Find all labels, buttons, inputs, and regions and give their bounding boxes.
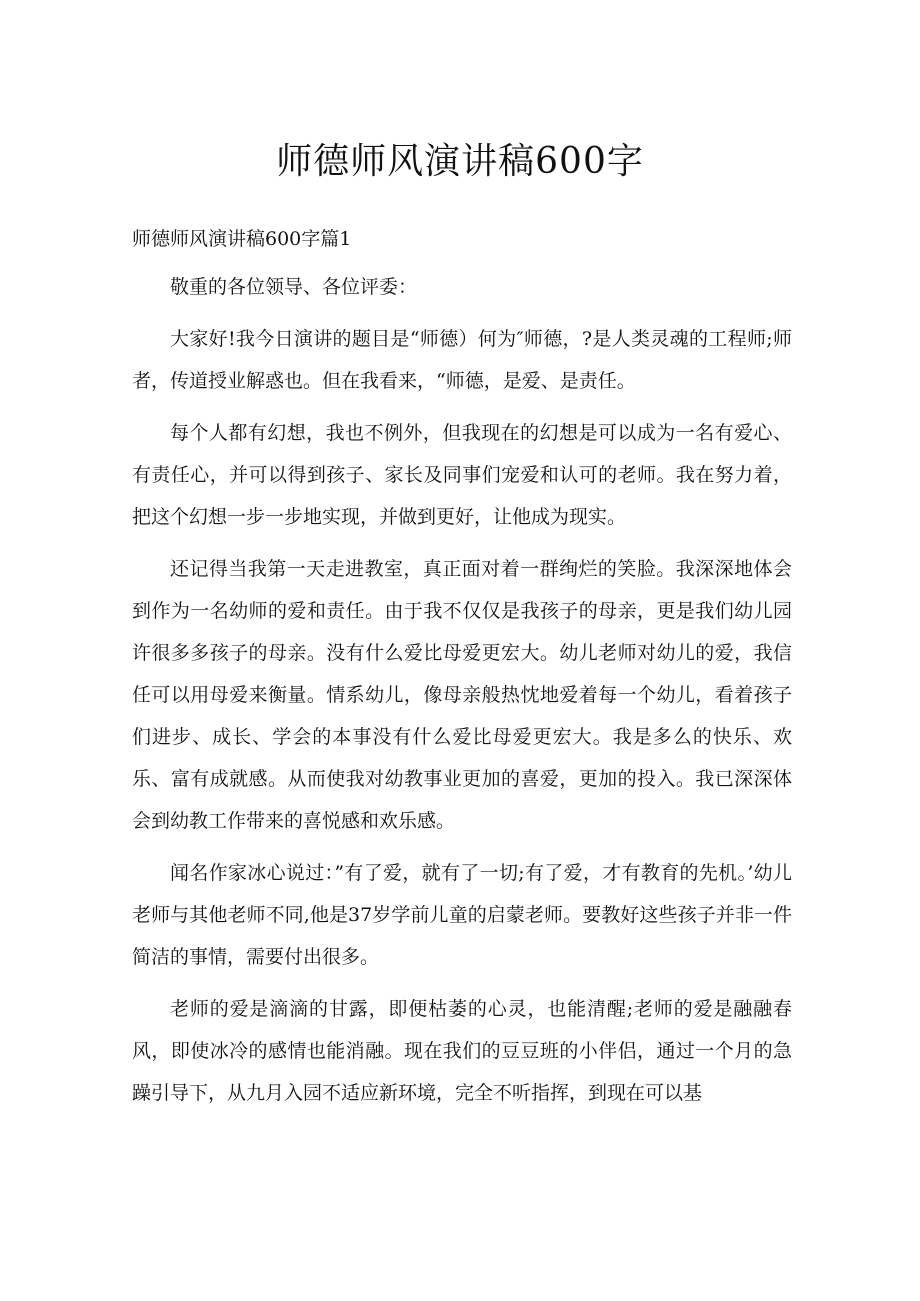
- paragraph-intro: 大家好!我今日演讲的题目是“师德）何为″师德，?是人类灵魂的工程师;师者，传道授业解惑也。但在我看来，“师德，是爱、是责任。: [132, 328, 792, 392]
- document-body: [132, 266, 792, 1124]
- paragraph-quote: 闻名作家冰心说过：”有了爱，就有了一切;有了爱，才有教育的先机。’幼儿老师与其他老师不同,他是37岁学前儿童的启蒙老师。要教好这些孩子并非一件简洁的事情，需要付出很多。: [132, 862, 792, 968]
- document-title: 师德师风演讲稿600字: [276, 141, 644, 182]
- paragraph-first-day: 还记得当我第一天走进教室，真正面对着一群绚烂的笑脸。我深深地体会到作为一名幼师的爱和责任。由于我不仅仅是我孩子的母亲，更是我们幼儿园许很多多孩子的母亲。没有什么爱比母爱更宏大。幼儿老师对幼儿的爱，我信任可以用母爱来衡量。情系幼儿，像母亲般热忱地爱着每一个幼儿，看着孩子们进步、成长、学会的本事没有什么爱比母爱更宏大。我是多么的快乐、欢乐、富有成就感。从而使我对幼教事业更加的喜爱，更加的投入。我已深深体会到幼教工作带来的喜悦感和欢乐感。: [132, 558, 792, 832]
- paragraph-greeting: 敬重的各位领导、各位评委：: [170, 276, 418, 298]
- paragraph-teacher-love: 老师的爱是滴滴的甘露，即便枯萎的心灵，也能清醒;老师的爱是融融春风，即使冰冷的感情也能消融。现在我们的豆豆班的小伴侣，通过一个月的急躁引导下，从九月入园不适应新环境，完全不听指挥，到现在可以基: [132, 998, 792, 1104]
- section-heading: 师德师风演讲稿600字篇1: [132, 228, 352, 250]
- paragraph-dream: 每个人都有幻想，我也不例外，但我现在的幻想是可以成为一名有爱心、有责任心，并可以得到孩子、家长及同事们宠爱和认可的老师。我在努力着，把这个幻想一步一步地实现，并做到更好，让他成为现实。: [132, 422, 792, 528]
